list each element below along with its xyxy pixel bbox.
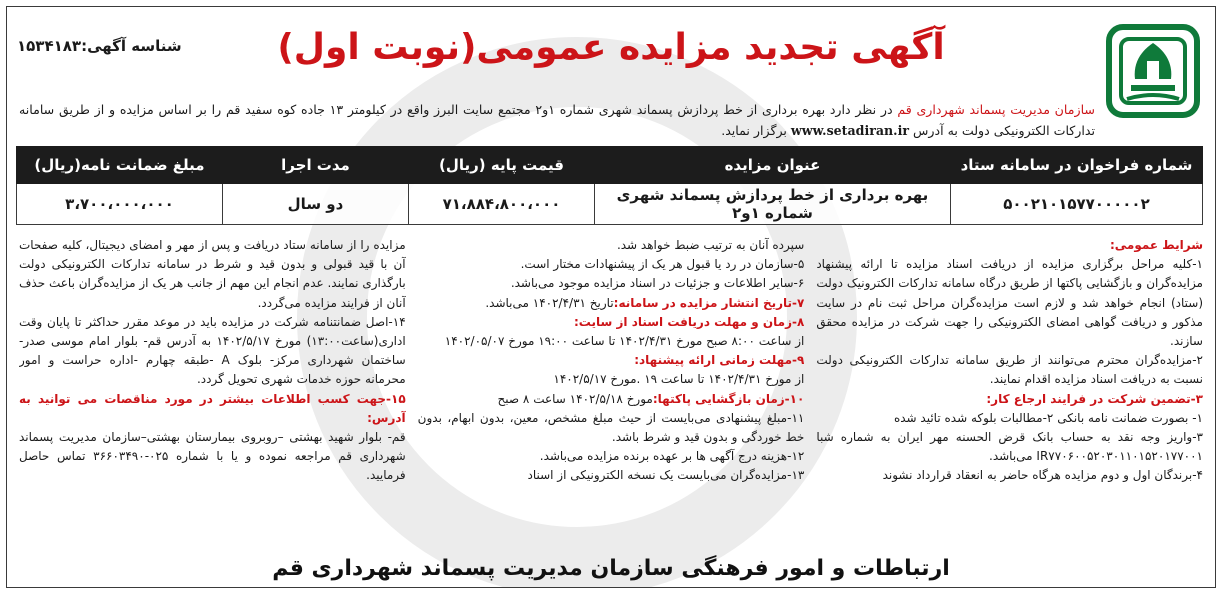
table-row — [17, 184, 1203, 225]
cell-base-price: ۷۱،۸۸۴،۸۰۰،۰۰۰ — [409, 184, 595, 225]
condition-8-heading: ۸-زمان و مهلت دریافت اسناد از سایت: — [574, 314, 805, 329]
header-auction-title: عنوان مزایده — [595, 147, 951, 184]
cell-call-number: ۵۰۰۲۱۰۱۵۷۷۰۰۰۰۰۲ — [951, 184, 1203, 225]
condition-3b: ۳-واریز وجه نقد به حساب بانک قرض الحسنه مهر ایران به شماره شبا IR۷۷۰۶۰۰۵۲۰۳۰۱۱۰۱۵۲۰۱۷۷۰۰۱ می‌باشد. — [816, 430, 1203, 464]
condition-9-text: از مورخ ۱۴۰۲/۴/۳۱ تا ساعت ۱۹ .مورخ ۱۴۰۲/۵/۱۷ — [553, 372, 805, 387]
ad-id-label: شناسه آگهی: — [81, 37, 182, 55]
condition-15-heading: ۱۵-جهت کسب اطلاعات بیشتر در مورد مناقصات می توانید به آدرس: — [18, 391, 406, 425]
condition-4: ۴-برندگان اول و دوم مزایده هرگاه حاضر به انعقاد قرارداد نشوند — [882, 468, 1203, 483]
general-conditions-heading: شرایط عمومی: — [1109, 238, 1203, 252]
cell-duration: دو سال — [223, 184, 409, 225]
condition-5: ۵-سازمان در رد یا قبول هر یک از پیشنهادات مختار است. — [520, 257, 805, 272]
intro-text-2: برگزار نماید. — [721, 123, 791, 138]
intro-paragraph — [19, 99, 1095, 141]
condition-12: ۱۲-هزینه درج آگهی ها بر عهده برنده مزایده می‌باشد. — [539, 449, 805, 464]
header-guarantee-amount: مبلغ ضمانت نامه(ریال) — [17, 147, 223, 184]
condition-7-heading: ۷-تاریخ انتشار مزایده در سامانه: — [613, 295, 805, 310]
condition-10 — [418, 390, 805, 409]
condition-3-heading: ۳-تضمین شرکت در فرایند ارجاع کار: — [986, 391, 1203, 406]
condition-7-text: تاریخ ۱۴۰۲/۴/۳۱ می‌باشد. — [485, 295, 614, 310]
condition-13: ۱۳-مزایده‌گران می‌بایست یک نسخه الکترونیکی از اسناد — [527, 468, 805, 483]
condition-6: ۶-سایر اطلاعات و جزئیات در اسناد مزایده موجود می‌باشد. — [510, 276, 805, 291]
condition-10-text: مورخ ۱۴۰۲/۵/۱۸ ساعت ۸ صبح — [497, 391, 653, 406]
ad-id-value: ۱۵۳۴۱۸۳ — [17, 37, 82, 55]
header-call-number: شماره فراخوان در سامانه ستاد — [951, 147, 1203, 184]
condition-8-text: از ساعت ۸:۰۰ صبح مورخ ۱۴۰۲/۴/۳۱ تا ساعت ۱۹:۰۰ مورخ ۱۴۰۲/۰۵/۰۷ — [444, 334, 805, 349]
header-base-price: قیمت پایه (ریال) — [409, 147, 595, 184]
condition-4-cont: سپرده آنان به ترتیب ضبط خواهد شد. — [616, 238, 805, 252]
condition-7 — [418, 294, 805, 313]
header-duration: مدت اجرا — [223, 147, 409, 184]
conditions-column-3 — [19, 236, 406, 548]
condition-13-cont: مزایده را از سامانه ستاد دریافت و پس از مهر و امضای دیجیتال، کلیه صفحات آن با قید قبولی و بدون قید و شرط در سامانه تدارکات الکترونیکی دولت بارگذاری نمایند. عدم انجام این مهم از جانب هر یک از مزایده‌گران باعث حذف آنان از فرایند مزایده می‌گردد. — [18, 238, 406, 310]
condition-14: ۱۴-اصل ضمانتنامه شرکت در مزایده باید در موعد مقرر حداکثر تا پایان وقت اداری(ساعت۱۳:۰۰) مورخ ۱۴۰۲/۵/۱۷ به آدرس قم- بلوار امام موسی صدر- ساختمان شهرداری مرکز- بلوک A -طبقه چهارم -اداره حراست و امور محرمانه حوزه خدمات شهری تحویل گردد. — [18, 314, 406, 387]
conditions-column-1 — [816, 236, 1203, 548]
condition-3a: ۱- بصورت ضمانت نامه بانکی ۲-مطالبات بلوکه شده تائید شده — [893, 410, 1203, 425]
table-header-row — [17, 147, 1203, 184]
condition-11: ۱۱-مبلغ پیشنهادی می‌بایست از حیث مبلغ مشخص، معین، بدون ابهام، بدون خط خوردگی و بدون قید و شرط باشد. — [417, 410, 805, 445]
condition-10-heading: ۱۰-زمان بازگشایی پاکتها: — [652, 391, 805, 406]
setadiran-link[interactable]: www.setadiran.ir — [790, 123, 909, 138]
ad-frame — [6, 6, 1216, 588]
intro-text-1: در نظر دارد بهره برداری از خط پردازش پسماند شهری شماره ۱و۲ مجتمع سایت البرز واقع در کیلومتر ۱۳ جاده کوه سفید قم را بر اساس مزایده و از طریق سامانه تدارکات الکترونیکی دولت به آدرس — [19, 102, 1095, 138]
condition-1: ۱-کلیه مراحل برگزاری مزایده از دریافت اسناد مزایده تا ارائه پیشنهاد مزایده‌گران و بازگشایی پاکتها از طریق درگاه سامانه تدارکات الکترونیک دولت (ستاد) انجام خواهد شد و لازم است مزایده‌گران مراحل ثبت نام در سایت مذکور و دریافت گواهی امضای الکترونیکی را جهت شرکت در مزایده محقق سازند. — [816, 257, 1203, 349]
condition-2: ۲-مزایده‌گران محترم می‌توانند از طریق سامانه تدارکات الکترونیکی دولت نسبت به دریافت اسناد مزایده اقدام نمایند. — [816, 353, 1203, 387]
cell-auction-title: بهره برداری از خط پردازش پسماند شهری شماره ۱و۲ — [595, 184, 951, 225]
condition-15-text: قم- بلوار شهید بهشتی –روبروی بیمارستان بهشتی–سازمان مدیریت پسماند شهرداری قم مراجعه نموده و یا با شماره ۰۲۵-۳۶۶۰۳۴۹۰ تماس حاصل فرمایید. — [18, 430, 406, 483]
cell-guarantee-amount: ۳،۷۰۰،۰۰۰،۰۰۰ — [17, 184, 223, 225]
organization-name: سازمان مدیریت پسماند شهرداری قم — [897, 102, 1095, 117]
ad-title: آگهی تجدید مزایده عمومی(نوبت اول) — [277, 27, 945, 68]
footer-signature: ارتباطات و امور فرهنگی سازمان مدیریت پسماند شهرداری قم — [272, 556, 950, 581]
condition-9-heading: ۹-مهلت زمانی ارائه پیشنهاد: — [634, 353, 805, 368]
conditions-column-2 — [418, 236, 805, 548]
auction-info-table — [16, 146, 1203, 225]
conditions-body — [19, 236, 1203, 548]
